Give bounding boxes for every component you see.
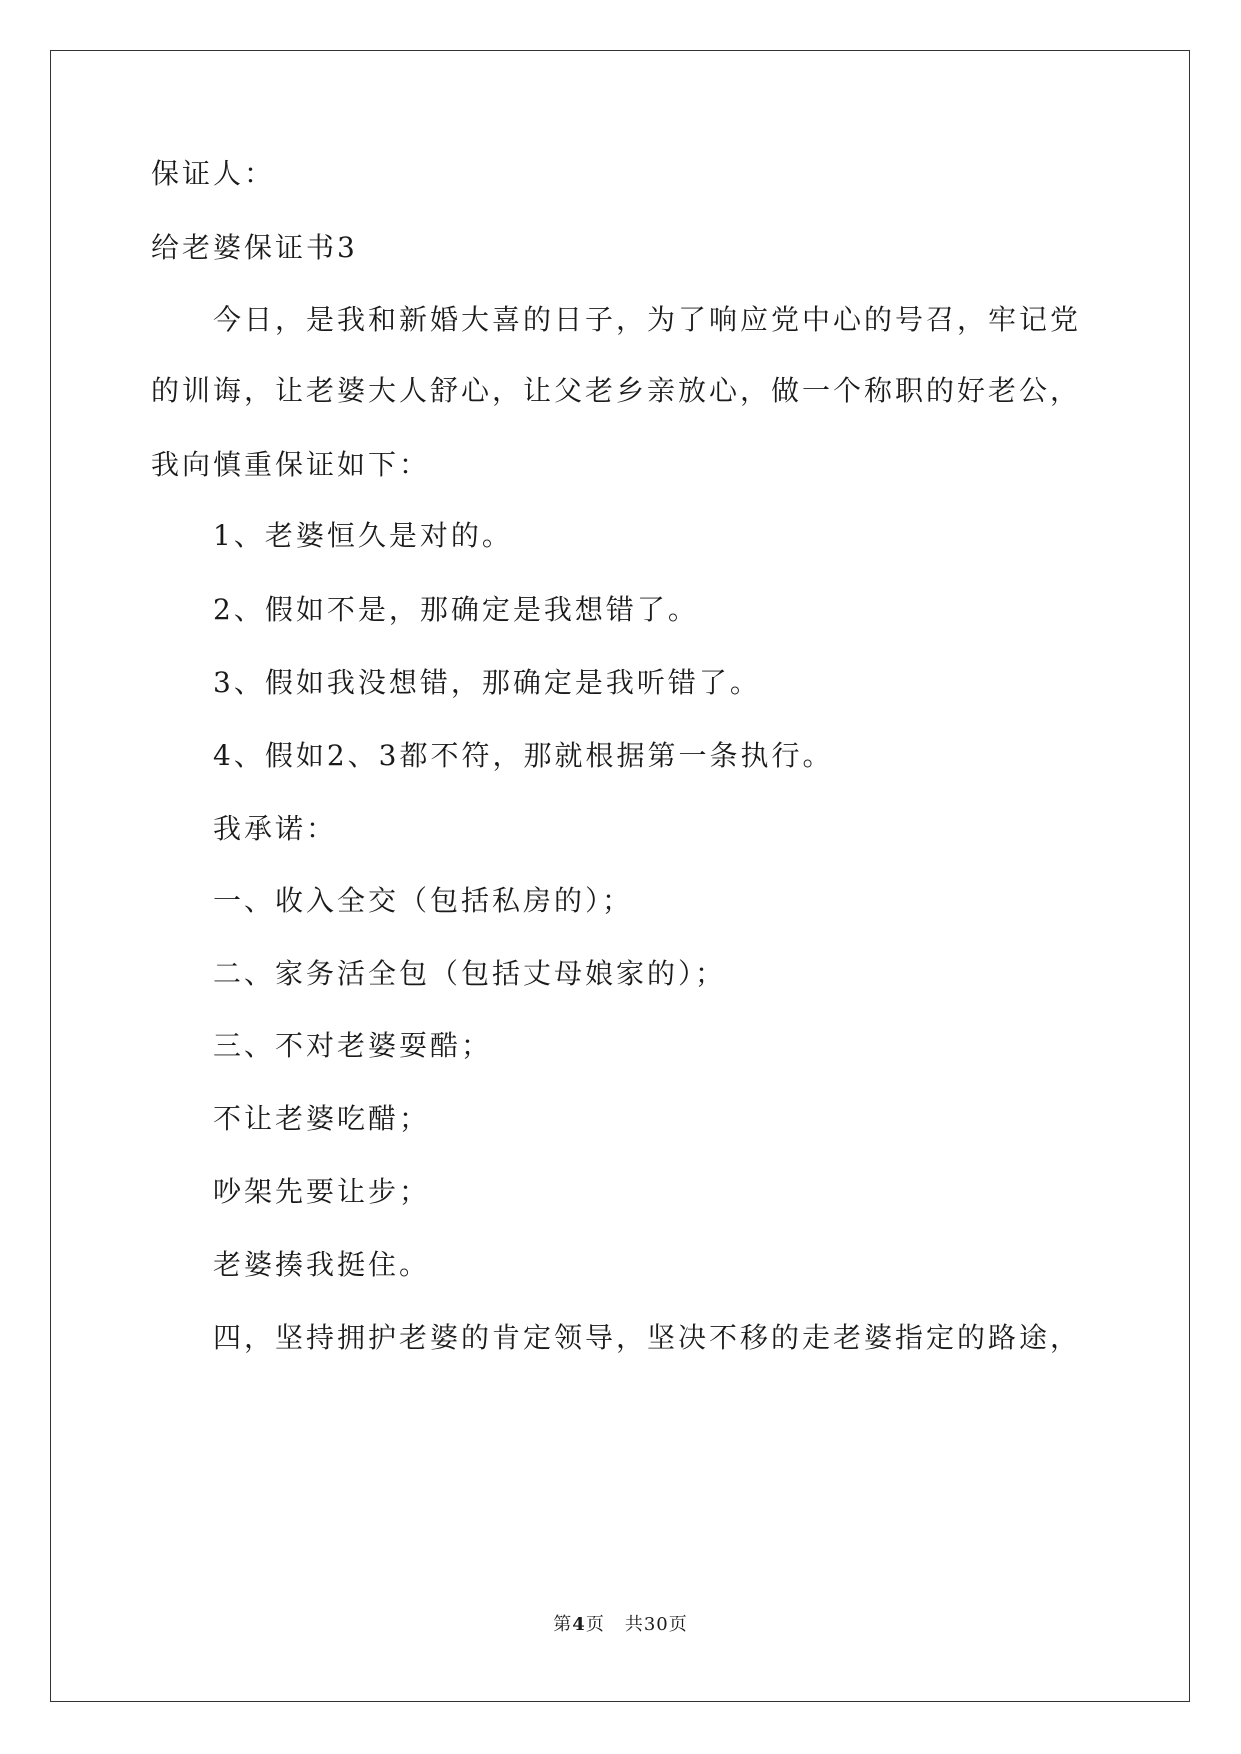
text-line: 今日，是我和新婚大喜的日子，为了响应党中心的号召，牢记党 [213,303,1082,336]
footer-prefix: 第 [553,1614,573,1635]
total-pages: 30 [643,1614,669,1635]
page-number: 4 [572,1614,586,1635]
list-item: 2、假如不是，那确定是我想错了。 [213,593,699,626]
page-footer [0,1610,1241,1636]
text-line: 吵架先要让步； [213,1175,431,1208]
text-line: 我承诺： [213,812,338,845]
footer-total-prefix: 共 [624,1614,644,1635]
list-item: 三、不对老婆耍酷； [213,1029,493,1062]
text-line: 不让老婆吃醋； [213,1102,431,1135]
list-item: 3、假如我没想错，那确定是我听错了。 [213,666,761,699]
text-line: 的训诲，让老婆大人舒心，让父老乡亲放心，做一个称职的好老公， [151,374,1082,407]
page-border [50,50,1190,1702]
list-item: 一、收入全交（包括私房的）； [213,884,634,917]
text-line: 老婆揍我挺住。 [213,1248,431,1281]
footer-total-suffix: 页 [668,1614,688,1635]
list-item: 4、假如2、3都不符，那就根据第一条执行。 [213,739,834,772]
list-item: 二、家务活全包（包括丈母娘家的）； [213,957,727,990]
section-heading: 给老婆保证书3 [151,231,358,264]
footer-page-suffix: 页 [585,1614,605,1635]
list-item: 四，坚持拥护老婆的肯定领导，坚决不移的走老婆指定的路途， [213,1321,1082,1354]
text-line: 保证人： [151,157,276,190]
list-item: 1、老婆恒久是对的。 [213,519,513,552]
text-line: 我向慎重保证如下： [151,448,431,481]
